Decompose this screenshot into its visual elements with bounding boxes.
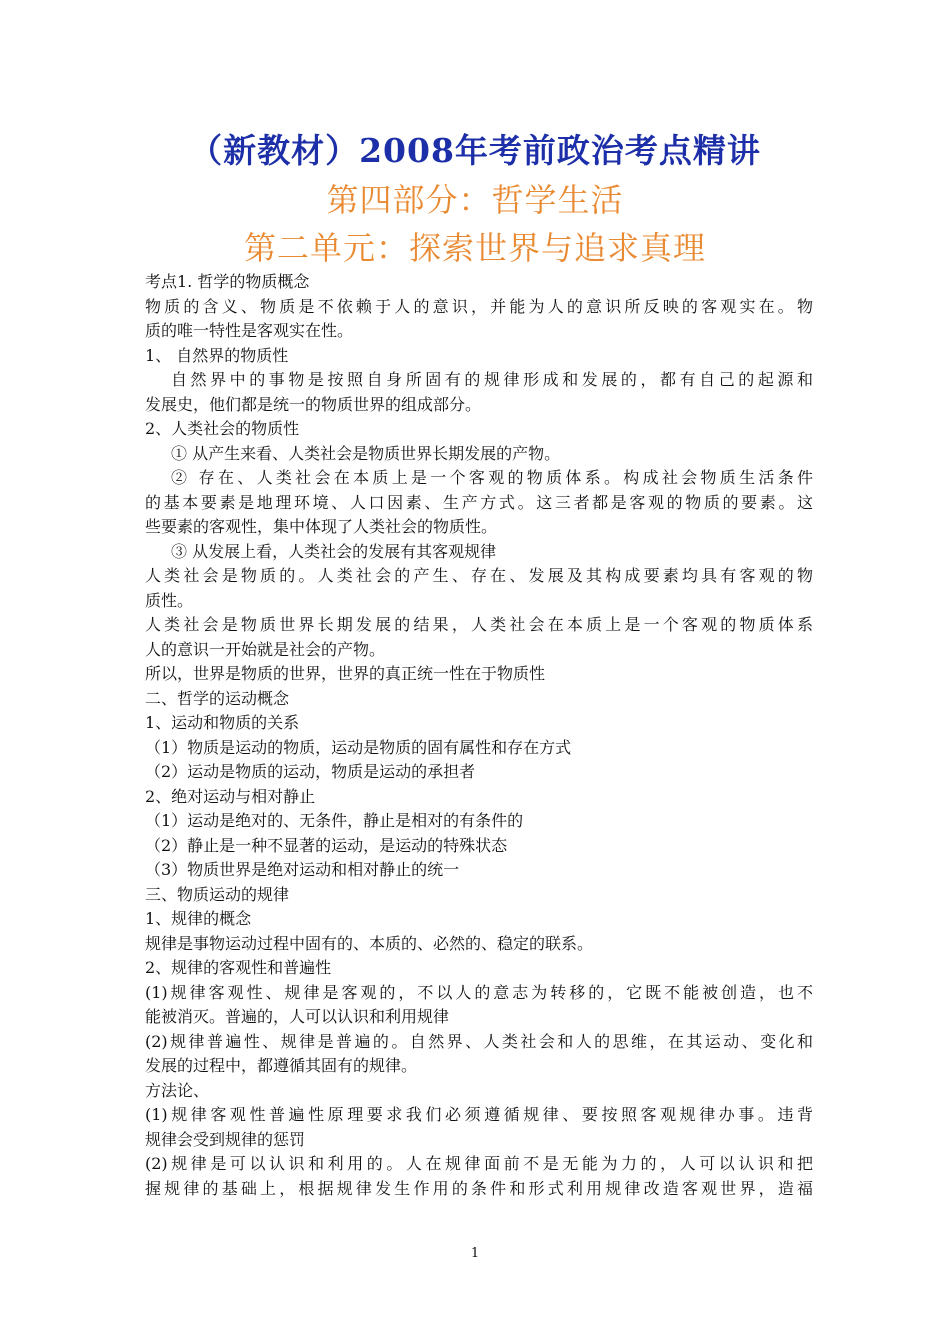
paragraph-line: 发展史，他们都是统一的物质世界的组成部分。 xyxy=(145,394,482,414)
section-heading: 二、哲学的运动概念 xyxy=(145,688,290,708)
section-heading: 2、绝对运动与相对静止 xyxy=(145,786,316,806)
paragraph-line: 人的意识一开始就是社会的产物。 xyxy=(145,639,386,659)
page-number: 1 xyxy=(470,1246,480,1261)
list-item: (1)规律客观性普遍性原理要求我们必须遵循规律、要按照客观规律办事。违背 xyxy=(145,1105,813,1124)
list-item: （1）物质是运动的物质，运动是物质的固有属性和存在方式 xyxy=(145,737,572,757)
section-heading: 2、规律的客观性和普遍性 xyxy=(145,958,332,977)
list-item: ③ 从发展上看，人类社会的发展有其客观规律 xyxy=(171,541,497,561)
paragraph-line: 的基本要素是地理环境、人口因素、生产方式。这三者都是客观的物质的要素。这 xyxy=(145,492,813,512)
document-body xyxy=(145,270,813,1201)
list-item: （2）运动是物质的运动，物质是运动的承担者 xyxy=(145,762,476,781)
list-item: （2）静止是一种不显著的运动，是运动的特殊状态 xyxy=(145,835,508,855)
section-heading: 三、物质运动的规律 xyxy=(145,884,290,904)
paragraph-line: 握规律的基础上，根据规律发生作用的条件和形式利用规律改造客观世界，造福 xyxy=(145,1178,813,1198)
list-item: ② 存在、人类社会在本质上是一个客观的物质体系。构成社会物质生活条件 xyxy=(171,468,813,487)
document-title: （新教材）2008年考前政治考点精讲 xyxy=(189,131,761,170)
list-item: ① 从产生来看、人类社会是物质世界长期发展的产物。 xyxy=(171,443,561,463)
section-heading: 2、人类社会的物质性 xyxy=(145,419,300,438)
paragraph-line: 质性。 xyxy=(145,590,194,610)
section-heading: 1、规律的概念 xyxy=(145,909,252,928)
list-item: (2)规律普遍性、规律是普遍的。自然界、人类社会和人的思维，在其运动、变化和 xyxy=(145,1031,813,1051)
paragraph-line: 些要素的客观性，集中体现了人类社会的物质性。 xyxy=(145,517,498,536)
paragraph-line: 规律是事物运动过程中固有的、本质的、必然的、稳定的联系。 xyxy=(145,933,594,953)
paragraph-line: 物质的含义、物质是不依赖于人的意识，并能为人的意识所反映的客观实在。物 xyxy=(145,296,813,316)
paragraph-line: 人类社会是物质世界长期发展的结果，人类社会在本质上是一个客观的物质体系 xyxy=(145,615,813,634)
list-item: (1)规律客观性、规律是客观的，不以人的意志为转移的，它既不能被创造，也不 xyxy=(145,982,813,1002)
section-heading: 方法论、 xyxy=(145,1080,210,1100)
list-item: （3）物质世界是绝对运动和相对静止的统一 xyxy=(145,860,460,879)
list-item: (2)规律是可以认识和利用的。人在规律面前不是无能为力的，人可以认识和把 xyxy=(145,1154,813,1173)
paragraph-line: 自然界中的事物是按照自身所固有的规律形成和发展的，都有自己的起源和 xyxy=(171,370,813,389)
paragraph-line: 人类社会是物质的。人类社会的产生、存在、发展及其构成要素均具有客观的物 xyxy=(145,566,813,585)
section-heading: 1、运动和物质的关系 xyxy=(145,713,300,732)
paragraph-line: 能被消灭。普遍的，人可以认识和利用规律 xyxy=(145,1007,450,1026)
list-item: （1）运动是绝对的、无条件，静止是相对的有条件的 xyxy=(145,811,524,830)
paragraph-line: 规律会受到规律的惩罚 xyxy=(145,1129,306,1149)
paragraph-line: 所以，世界是物质的世界，世界的真正统一性在于物质性 xyxy=(145,664,546,683)
section-heading: 1、 自然界的物质性 xyxy=(145,345,289,365)
paragraph-line: 发展的过程中，都遵循其固有的规律。 xyxy=(145,1056,418,1075)
topic-heading: 考点1. 哲学的物质概念 xyxy=(145,272,310,291)
paragraph-line: 质的唯一特性是客观实在性。 xyxy=(145,321,354,340)
unit-heading: 第二单元：探索世界与追求真理 xyxy=(243,229,706,267)
part-heading: 第四部分：哲学生活 xyxy=(326,181,624,219)
